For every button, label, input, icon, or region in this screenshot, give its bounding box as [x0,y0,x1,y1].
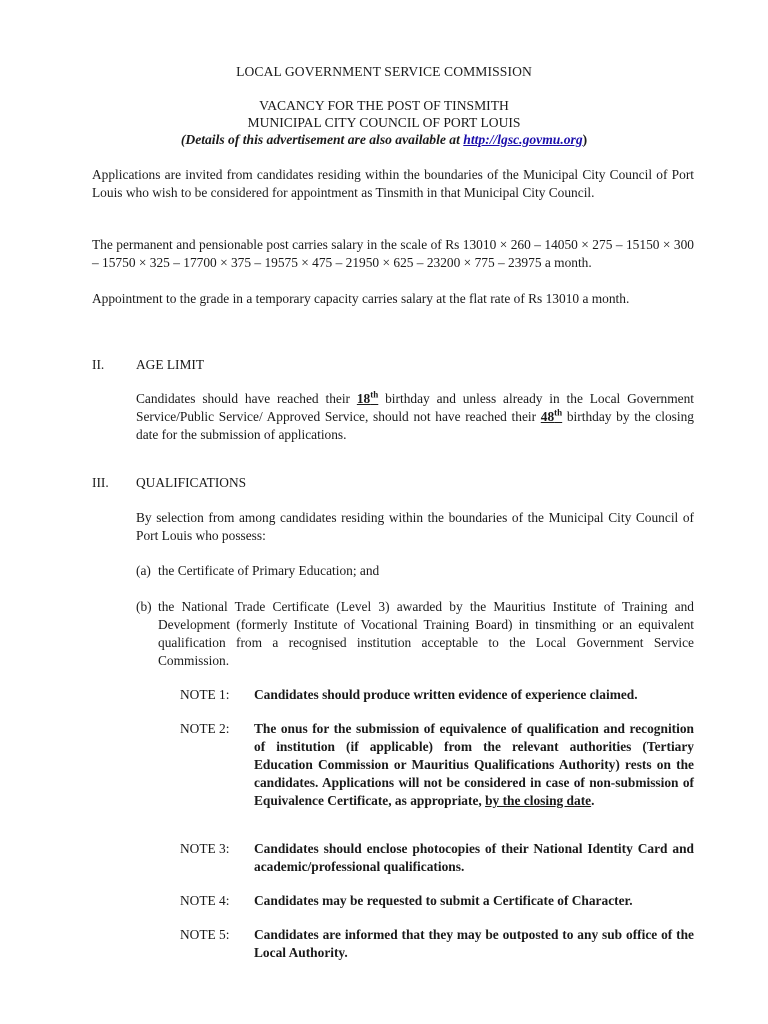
note-label: NOTE 3: [180,841,230,856]
age-min [357,391,378,406]
section-number-age: II. [92,357,105,372]
age-text-3: birthday by the closing date for the submission of applications. [136,409,694,442]
note-text: Candidates should produce written evidence of experience claimed. [254,687,638,702]
vacancy-heading: VACANCY FOR THE POST OF TINSMITH [259,98,509,113]
note-2-tail: . [591,793,595,808]
intro-paragraph-1: Applications are invited from candidates residing within the boundaries of the Municipal City Council of Port Louis who wish to be considered for appointment as Tinsmith in that Municipal City Council. [92,167,694,200]
note-2-text: The onus for the submission of equivalence of qualification and recognition of institution (if applicable) from the relevant authorities (Tertiary Education Commission or Mauritius Qualifications Authority) rests on the candidates. Applications will not be considered in case of non-submission of Equivalence Certificate, as appropriate, [254,721,694,808]
council-heading: MUNICIPAL CITY COUNCIL OF PORT LOUIS [247,115,521,130]
details-prefix: (Details of this advertisement are also available at [180,132,464,147]
note-label: NOTE 4: [180,893,230,908]
age-max [541,409,562,424]
section-number-qualifications: III. [92,475,109,490]
section-title-qualifications: QUALIFICATIONS [136,475,247,490]
note-label: NOTE 1: [180,687,230,702]
note-label: NOTE 2: [180,721,230,736]
list-marker: (b) [136,599,152,614]
age-max-value: 48 [540,409,555,424]
note-text: Candidates are informed that they may be outposted to any sub office of the Local Authority. [254,927,694,960]
age-min-sup: th [370,389,379,400]
section-title-age: AGE LIMIT [136,357,205,372]
website-link[interactable]: http://lgsc.govmu.org [463,132,583,147]
qualification-item-b [136,598,694,670]
age-min-value: 18 [356,391,371,406]
list-marker: (a) [136,563,151,578]
note-text: Candidates may be requested to submit a Certificate of Character. [254,893,633,908]
salary-paragraph: The permanent and pensionable post carries salary in the scale of Rs 13010 × 260 – 14050 × 275 – 15150 × 300 – 15750 × 325 – 17700 × 375 – 19575 × 475 – 21950 × 625 – 23200 × 775 – 23975 a month. [92,237,694,270]
qualification-item-a [136,562,694,580]
note-text: Candidates should enclose photocopies of their National Identity Card and academic/professional qualifications. [254,841,694,874]
note-text [254,720,694,810]
temporary-salary-paragraph: Appointment to the grade in a temporary capacity carries salary at the flat rate of Rs 13010 a month. [92,291,630,306]
age-limit-paragraph [136,390,694,444]
list-item-text: the National Trade Certificate (Level 3) awarded by the Mauritius Institute of Training and Development (formerly Institute of Vocational Training Board) in tinsmithing or an equivalent qualification from a recognised institution acceptable to the Local Government Service Commission. [158,599,694,668]
details-suffix: ) [582,132,588,147]
age-text-2: birthday and unless already in the Local Government Service/Public Service/ Approved Service, should not have reached their [136,391,695,424]
closing-date-emphasis: by the closing date [485,793,592,808]
age-text-1: Candidates should have reached their [136,391,357,406]
qualifications-intro: By selection from among candidates residing within the boundaries of the Municipal City Council of Port Louis who possess: [136,510,694,543]
list-item-text: the Certificate of Primary Education; and [158,563,380,578]
details-line [0,131,768,149]
note-label: NOTE 5: [180,927,230,942]
commission-heading: LOCAL GOVERNMENT SERVICE COMMISSION [236,64,532,79]
age-max-sup: th [554,407,563,418]
